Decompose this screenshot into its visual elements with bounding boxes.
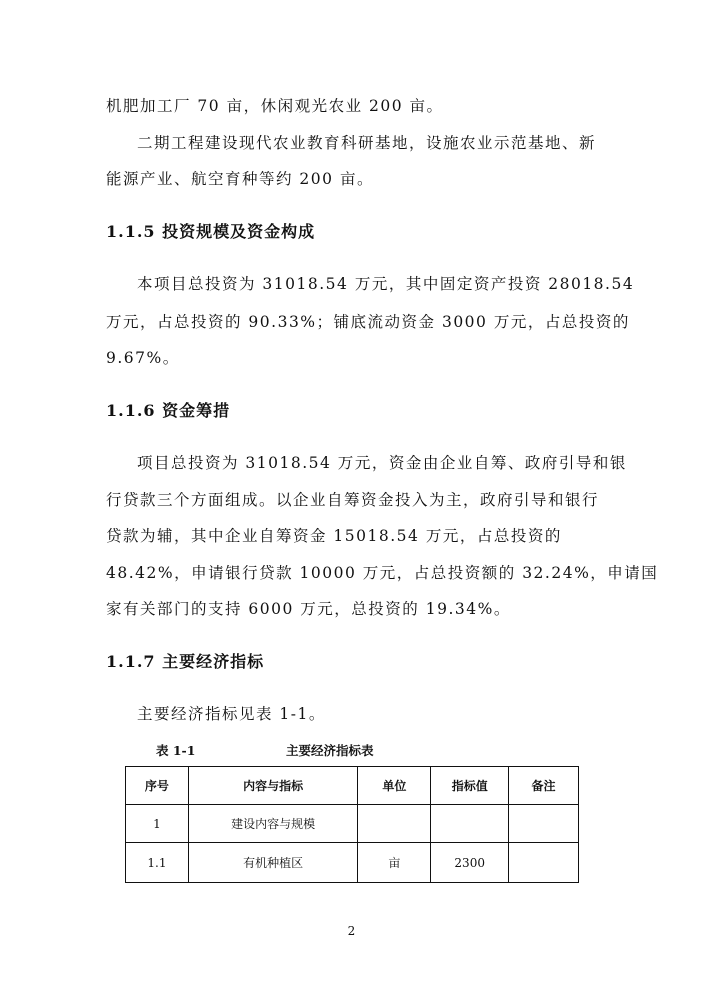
paragraph-line: 贷款为辅，其中企业自筹资金 15018.54 万元，占总投资的 xyxy=(106,527,562,545)
paragraph-line: 行贷款三个方面组成。以企业自筹资金投入为主，政府引导和银行 xyxy=(106,491,600,509)
paragraph-line: 机肥加工厂 70 亩，休闲观光农业 200 亩。 xyxy=(106,97,444,115)
cell-content: 有机种植区 xyxy=(188,843,358,883)
header-cell-index: 序号 xyxy=(126,767,189,805)
header-cell-value: 指标值 xyxy=(431,767,509,805)
cell-content: 建设内容与规模 xyxy=(188,805,358,843)
table-row xyxy=(126,843,579,883)
cell-value: 2300 xyxy=(431,843,509,883)
cell-index: 1.1 xyxy=(126,843,189,883)
header-cell-content: 内容与指标 xyxy=(188,767,358,805)
paragraph-line: 家有关部门的支持 6000 万元，总投资的 19.34%。 xyxy=(106,600,511,618)
paragraph-line: 主要经济指标见表 1-1。 xyxy=(137,705,326,723)
economic-indicators-table xyxy=(125,766,579,883)
section-heading-1-1-6: 1.1.6 资金筹措 xyxy=(106,401,231,420)
paragraph-line: 项目总投资为 31018.54 万元，资金由企业自筹、政府引导和银 xyxy=(137,454,627,472)
header-cell-remark: 备注 xyxy=(509,767,579,805)
cell-index: 1 xyxy=(126,805,189,843)
cell-unit: 亩 xyxy=(358,843,431,883)
table-header-row xyxy=(126,767,579,805)
cell-remark xyxy=(509,805,579,843)
table-row xyxy=(126,805,579,843)
cell-remark xyxy=(509,843,579,883)
paragraph-line: 二期工程建设现代农业教育科研基地，设施农业示范基地、新 xyxy=(137,134,597,152)
table-caption-title: 主要经济指标表 xyxy=(286,743,374,758)
section-heading-1-1-7: 1.1.7 主要经济指标 xyxy=(106,652,265,671)
page-number: 2 xyxy=(347,924,356,938)
paragraph-line: 万元，占总投资的 90.33%；铺底流动资金 3000 万元，占总投资的 xyxy=(106,313,630,331)
table-caption-label: 表 1-1 xyxy=(156,743,196,758)
paragraph-line: 能源产业、航空育种等约 200 亩。 xyxy=(106,170,374,188)
paragraph-line: 48.42%，申请银行贷款 10000 万元，占总投资额的 32.24%，申请国 xyxy=(106,564,659,582)
header-cell-unit: 单位 xyxy=(358,767,431,805)
cell-value xyxy=(431,805,509,843)
paragraph-line: 本项目总投资为 31018.54 万元，其中固定资产投资 28018.54 xyxy=(137,275,635,293)
section-heading-1-1-5: 1.1.5 投资规模及资金构成 xyxy=(106,222,316,241)
paragraph-line: 9.67%。 xyxy=(106,349,180,367)
cell-unit xyxy=(358,805,431,843)
